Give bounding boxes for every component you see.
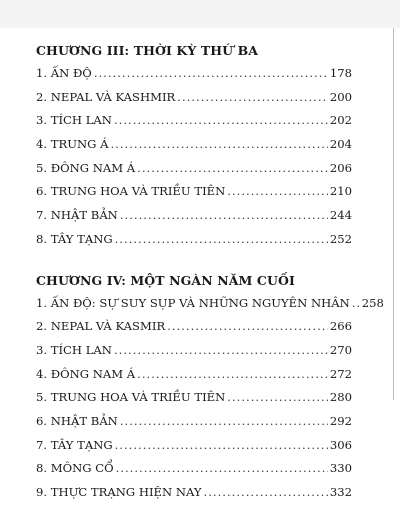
- toc-entry: [36, 109, 352, 133]
- toc-entry-title: 8. MÔNG CỔ: [36, 461, 114, 476]
- toc-entry-page-number: 244: [329, 208, 352, 223]
- toc-entry-page-number: 270: [329, 342, 352, 357]
- dot-leader: [137, 363, 328, 387]
- toc-entry-title: 8. TÂY TẠNG: [36, 231, 113, 246]
- dot-leader: [227, 180, 328, 204]
- toc-entry-title: 7. NHẬT BẢN: [36, 208, 118, 223]
- dot-leader: [204, 481, 328, 505]
- page-top-margin: [0, 0, 400, 28]
- toc-entry-page-number: 178: [329, 66, 352, 80]
- chapter-heading: CHƯƠNG IV: MỘT NGÀN NĂM CUỐI: [36, 272, 295, 288]
- dot-leader: [115, 434, 328, 458]
- chapter-separator: [36, 252, 352, 270]
- toc-entry-title: 5. ĐÔNG NAM Á: [36, 160, 136, 175]
- dot-leader: [352, 292, 360, 316]
- dot-leader: [114, 339, 328, 363]
- toc-entry-page-number: 258: [361, 295, 384, 310]
- toc-entry-title: 9. THỰC TRẠNG HIỆN NAY: [36, 485, 202, 499]
- toc-entry: [36, 339, 352, 363]
- toc-entry-page-number: 266: [329, 319, 352, 334]
- toc-entry-page-number: 252: [329, 231, 352, 246]
- toc-entry-title: 4. ĐÔNG NAM Á: [36, 366, 136, 381]
- toc-entry-page-number: 306: [329, 437, 352, 452]
- dot-leader: [94, 62, 328, 86]
- dot-leader: [116, 457, 328, 481]
- toc-entry: [36, 86, 352, 110]
- table-of-contents: [36, 40, 384, 505]
- toc-entry-page-number: 202: [329, 113, 352, 128]
- dot-leader: [110, 133, 327, 157]
- toc-entry-page-number: 200: [329, 89, 352, 104]
- dot-leader: [167, 315, 328, 339]
- toc-entry-title: 1. ẤN ĐỘ: SỰ SUY SỤP VÀ NHỮNG NGUYÊN NHÂN: [36, 295, 350, 310]
- toc-entry-title: 4. TRUNG Á: [36, 137, 109, 152]
- toc-entry-title: 2. NEPAL VÀ KASMIR: [36, 319, 166, 334]
- toc-entry: [36, 292, 384, 316]
- toc-entry-page-number: 330: [329, 461, 352, 476]
- dot-leader: [177, 86, 328, 110]
- toc-entry: [36, 457, 352, 481]
- dot-leader: [120, 204, 328, 228]
- toc-entry: [36, 204, 352, 228]
- toc-entry-title: 7. TÂY TẠNG: [36, 437, 113, 452]
- dot-leader: [115, 228, 328, 252]
- dot-leader: [227, 386, 328, 410]
- toc-entry: [36, 62, 352, 86]
- toc-entry-title: 6. TRUNG HOA VÀ TRIỀU TIÊN: [36, 184, 226, 199]
- toc-entry: [36, 363, 352, 387]
- toc-entry: [36, 434, 352, 458]
- toc-entry: [36, 133, 352, 157]
- toc-entry-title: 6. NHẬT BẢN: [36, 413, 118, 428]
- toc-entry-title: 3. TÍCH LAN: [36, 342, 112, 357]
- toc-entry-page-number: 204: [329, 137, 352, 152]
- page-binding-edge: [393, 28, 394, 400]
- toc-entry: [36, 386, 352, 410]
- dot-leader: [120, 410, 328, 434]
- dot-leader: [114, 109, 328, 133]
- toc-entry-page-number: 292: [329, 413, 352, 428]
- toc-entry: [36, 228, 352, 252]
- toc-entry-page-number: 280: [329, 390, 352, 405]
- toc-entry-page-number: 272: [329, 366, 352, 381]
- toc-entry-page-number: 206: [329, 160, 352, 175]
- toc-entry: [36, 157, 352, 181]
- toc-entry-title: 2. NEPAL VÀ KASHMIR: [36, 89, 176, 104]
- toc-entry: [36, 410, 352, 434]
- dot-leader: [137, 157, 328, 181]
- toc-entry: [36, 315, 352, 339]
- toc-entry-title: 3. TÍCH LAN: [36, 113, 112, 128]
- toc-entry-title: 5. TRUNG HOA VÀ TRIỀU TIÊN: [36, 390, 226, 405]
- toc-entry: [36, 180, 352, 204]
- chapter-heading: CHƯƠNG III: THỜI KỲ THỨ BA: [36, 43, 259, 58]
- toc-entry-page-number: 210: [329, 184, 352, 199]
- toc-entry-page-number: 332: [329, 485, 352, 499]
- toc-entry: [36, 481, 352, 505]
- toc-entry-title: 1. ẤN ĐỘ: [36, 66, 92, 80]
